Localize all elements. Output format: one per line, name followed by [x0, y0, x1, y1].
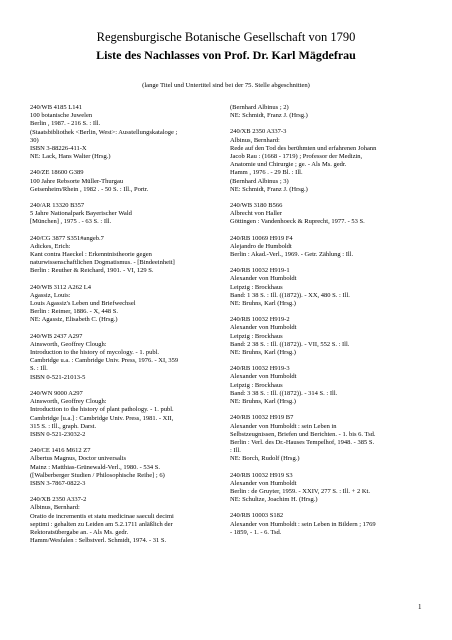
entry-shelfmark: 240/WB 2437 A297 — [30, 332, 83, 340]
entry-line: Albrecht von Haller — [230, 210, 282, 218]
entry-line: Anatomie und Chirurgie ; ge. - Als Ms. gedr. — [230, 161, 347, 169]
entry-line: Berlin : Verl. des Dr.-Hauses Tempelhof, 1948. - 385 S. — [230, 438, 375, 446]
catalog-entry — [230, 472, 430, 505]
entry-line: (Staatsbibliothek <Berlin, West>: Ausstellungskataloge ; — [30, 128, 178, 136]
right-column — [230, 104, 430, 545]
catalog-entry — [230, 235, 430, 260]
catalog-entry — [30, 496, 222, 545]
entry-line: Alexander von Humboldt — [230, 373, 297, 381]
entry-shelfmark: 240/RB 10003 S182 — [230, 512, 284, 520]
entry-line: NE: Schmidt, Franz J. (Hrsg.) — [230, 112, 308, 120]
catalog-entry — [230, 104, 430, 120]
entry-line: Alexander von Humboldt — [230, 324, 297, 332]
entry-line: [München] , 1975 . - 63 S. : Ill. — [30, 218, 112, 226]
entry-shelfmark: 240/CG 3877 S351#angeb.7 — [30, 234, 104, 242]
entry-line: Hamm , 1976 . - 29 Bl. : Ill. — [230, 169, 303, 177]
entry-line: Alexander von Humboldt — [230, 275, 297, 283]
entry-shelfmark: (Bernhard Albinus ; 2) — [230, 104, 289, 111]
entry-line: Jacob Rau : (1668 - 1719) ; Professor der Medizin, — [230, 153, 363, 161]
entry-line: Rede auf den Tod des berühmten und erfahrenen Johann — [230, 144, 377, 152]
catalog-entry — [230, 365, 430, 406]
entry-line: ([Walberberger Studien / Philosophische Reihe] ; 6) — [30, 471, 165, 479]
entry-line: NE: Schmidt, Franz J. (Hrsg.) — [230, 185, 308, 193]
entry-line: Hamm/Wesfalen : Selbstverl. Schmidt, 1974. - 31 S. — [30, 537, 167, 545]
entry-line: Introduction to the history of plant pathology. - 1. publ. — [30, 406, 174, 414]
entry-line: Göttingen : Vandenhoeck & Ruprecht, 1977. - 53 S. — [230, 218, 365, 226]
entry-line: NE: Borch, Rudolf (Hrsg.) — [230, 455, 300, 463]
entry-line: Adickes, Erich: — [30, 242, 71, 250]
catalog-entry — [30, 390, 222, 439]
entry-line: Alejandro de Humboldt — [230, 242, 292, 250]
catalog-entry — [30, 169, 222, 194]
entry-line: ISBN 0-521-23032-2 — [30, 430, 86, 438]
entry-line: 100 Jahre Rebsorte Müller-Thurgau — [30, 177, 124, 185]
entry-line: septimi : gehalten zu Leiden am 5.2.1711 anläßlich der — [30, 520, 173, 528]
catalog-entry — [230, 414, 430, 463]
entry-line: Albinus, Bernhard: — [230, 136, 280, 144]
entry-line: Band: 2 38 S. : Ill. ((1872)). - VII, 552 S. : Ill. — [230, 340, 350, 348]
entry-line: Introduction to the history of mycology. - 1. publ. — [30, 349, 160, 357]
entry-line: - 1859, - 1. - 6. Tsd. — [230, 528, 282, 536]
entry-shelfmark: 240/ZE 18600 G389 — [30, 169, 84, 177]
entry-line: Mainz : Matthias-Grünewald-Verl., 1980. - 534 S. — [30, 463, 160, 471]
page-number: 1 — [418, 603, 422, 611]
entry-shelfmark: 240/WB 4185 L141 — [30, 104, 82, 111]
entry-shelfmark: 240/RB 10032 H919 S3 — [230, 471, 293, 479]
entry-line: Albertus Magnus, Doctor universalis — [30, 455, 127, 463]
entry-line: ISBN 3-88226-411-X — [30, 145, 87, 153]
entry-shelfmark: 240/WB 3180 B566 — [230, 202, 283, 210]
entry-line: Oratio de incrementis et statu medicinae saeculi decimi — [30, 512, 174, 520]
catalog-entry — [230, 512, 430, 537]
entry-line: Berlin , 1987. - 216 S. : Ill. — [30, 120, 101, 128]
entry-line: Selbstzeugnissen, Briefen und Berichten. - 1. bis 6. Tsd. — [230, 430, 376, 438]
entry-line: Leipzig : Brockhaus — [230, 381, 283, 389]
entry-line: Agassiz, Louis: — [30, 291, 71, 299]
entry-shelfmark: 240/WB 3112 A262 L4 — [30, 283, 91, 291]
catalog-entry — [30, 447, 222, 488]
entry-shelfmark: 240/AR 13320 B357 — [30, 202, 85, 210]
entry-line: Berlin : Reuther & Reichard, 1901. - VI, 129 S. — [30, 267, 154, 275]
entry-line: Alexander von Humboldt : sein Leben in — [230, 422, 337, 430]
entry-line: Berlin : de Gruyter, 1959. - XXIV, 277 S. : Ill. + 2 Kt. — [230, 487, 370, 495]
catalog-entry — [230, 316, 430, 357]
entry-line: NE: Bruhns, Karl (Hrsg.) — [230, 398, 296, 406]
entry-shelfmark: 240/XB 2350 A337-2 — [30, 496, 87, 504]
left-column — [30, 104, 222, 553]
entry-line: NE: Bruhns, Karl (Hrsg.) — [230, 349, 296, 357]
entry-line: Leipzig : Brockhaus — [230, 283, 283, 291]
entry-line: Band: 3 38 S. : Ill. ((1872)). - 314 S. : Ill. — [230, 389, 338, 397]
entry-line: NE: Schultze, Joachim H. (Hrsg.) — [230, 496, 318, 504]
entry-line: Kant contra Haeckel : Erkenntnistheorie gegen — [30, 251, 152, 259]
entry-line: ISBN 0-521-21013-5 — [30, 373, 86, 381]
entry-shelfmark: 240/RB 10032 H919 B7 — [230, 414, 294, 422]
entry-shelfmark: 240/XB 2350 A337-3 — [230, 128, 287, 136]
entry-line: Geisenheim/Rhein , 1982 . - 50 S. : Ill., Portr. — [30, 185, 149, 193]
entry-line: NE: Lack, Hans Walter (Hrsg.) — [30, 153, 111, 161]
entry-line: Albinus, Bernhard: — [30, 504, 80, 512]
entry-line: Ainsworth, Geoffrey Clough: — [30, 398, 107, 406]
entry-line: NE: Bruhns, Karl (Hrsg.) — [230, 300, 296, 308]
entry-line: Alexander von Humboldt — [230, 479, 297, 487]
entry-line: (Bernhard Albinus ; 3) — [230, 177, 289, 185]
entry-line: Alexander von Humboldt : sein Leben in Bildern ; 1769 — [230, 520, 376, 528]
entry-line: 5 Jahre Nationalpark Bayerischer Wald — [30, 210, 132, 218]
entry-shelfmark: 240/WN 9000 A297 — [30, 389, 83, 397]
entry-line: Band: 1 38 S. : Ill. ((1872)). - XX, 480 S. : Ill. — [230, 291, 350, 299]
catalog-entry — [30, 333, 222, 382]
entry-line: Leipzig : Brockhaus — [230, 332, 283, 340]
catalog-entry — [30, 235, 222, 276]
entry-line: 100 botanische Juwelen — [30, 112, 93, 120]
catalog-entry — [30, 202, 222, 227]
entry-shelfmark: 240/RB 10032 H919-1 — [230, 267, 290, 275]
catalog-entry — [230, 128, 430, 194]
entry-line: Rektoratsübergabe an. - Als Ms. gedr. — [30, 528, 129, 536]
entry-line: Cambridge u.a. : Cambridge Univ. Press, 1976. - XI, 359 — [30, 357, 179, 365]
entry-line: ISBN 3-7867-0822-3 — [30, 479, 86, 487]
entry-shelfmark: 240/RB 10032 H919-2 — [230, 316, 290, 324]
catalog-entry — [30, 284, 222, 325]
entry-shelfmark: 240/RB 10032 H919-3 — [230, 365, 290, 373]
entry-line: 315 S. : Ill., graph. Darst. — [30, 422, 97, 430]
entry-line: Ainsworth, Geoffrey Clough: — [30, 340, 107, 348]
entry-line: 30) — [30, 136, 39, 144]
catalog-entry — [30, 104, 222, 161]
catalog-entry — [230, 202, 430, 227]
entry-line: Berlin : Reimer, 1886. - X, 448 S. — [30, 308, 119, 316]
entry-shelfmark: 240/CE 1416 M612 Z7 — [30, 447, 91, 455]
entry-line: naturwissenschaftlichen Dogmatismus. - [Bindeeinheit] — [30, 259, 175, 267]
entry-line: : Ill. — [230, 447, 241, 455]
entry-shelfmark: 240/RB 10069 H919 F4 — [230, 234, 293, 242]
document-title: Regensburgische Botanische Gesellschaft von 1790 — [96, 30, 356, 44]
entry-line: Cambridge [u.a.] : Cambridge Univ. Press, 1981. - XII, — [30, 414, 174, 422]
entry-line: NE: Agassiz, Elisabeth C. (Hrsg.) — [30, 316, 118, 324]
catalog-entry — [230, 267, 430, 308]
entry-line: S. : Ill. — [30, 365, 48, 373]
truncation-note: (lange Titel und Untertitel sind bei der 75. Stelle abgeschnitten) — [142, 82, 310, 89]
entry-line: Louis Agassiz's Leben und Briefwechsel — [30, 300, 136, 308]
entry-line: Berlin : Akad.-Verl., 1969. - Getr. Zählung : Ill. — [230, 251, 354, 259]
document-subtitle: Liste des Nachlasses von Prof. Dr. Karl Mägdefrau — [96, 48, 356, 62]
